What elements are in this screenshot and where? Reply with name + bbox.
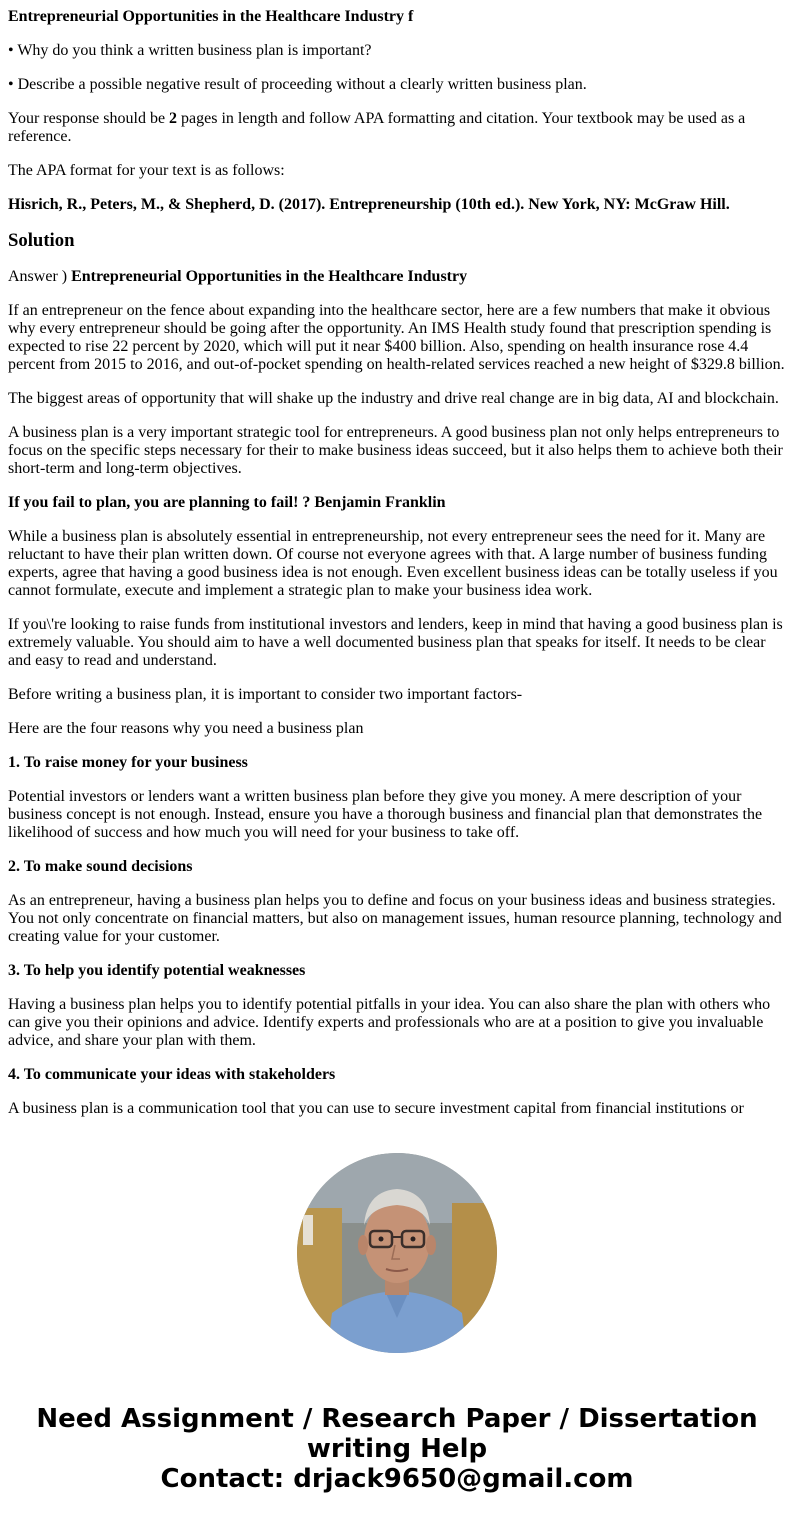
length-requirement <box>8 110 788 146</box>
reason-1-heading: 1. To raise money for your business <box>8 754 248 771</box>
author-avatar <box>297 1153 497 1353</box>
franklin-quote: If you fail to plan, you are planning to fail! ? Benjamin Franklin <box>8 494 446 511</box>
question-bullet-1: • Why do you think a written business plan is important? <box>8 42 372 59</box>
answer-line <box>8 268 788 286</box>
reason-2-body: As an entrepreneur, having a business plan helps you to define and focus on your business ideas and business strategies. You not only concentrate on financial matters, but also on management issues, human resource planning, technology and creating value for your customer. <box>8 892 782 945</box>
apa-intro: The APA format for your text is as follows: <box>8 162 285 179</box>
question-bullet-2: • Describe a possible negative result of proceeding without a clearly written business plan. <box>8 76 587 93</box>
reason-4-heading: 4. To communicate your ideas with stakeholders <box>8 1066 336 1083</box>
author-portrait-illustration <box>297 1153 497 1353</box>
length-value: 2 <box>169 110 178 127</box>
promo-line-1: Need Assignment / Research Paper / Dissertation <box>36 1404 758 1434</box>
question-title: Entrepreneurial Opportunities in the Healthcare Industry f <box>8 8 414 25</box>
answer-paragraph-4: While a business plan is absolutely essential in entrepreneurship, not every entrepreneur sees the need for it. Many are reluctant to have their plan written down. Of course not everyone agrees with that. A large number of business funding experts, agree that having a good business idea is not enough. Even excellent business ideas can be totally useless if you cannot formulate, execute and implement a strategic plan to make your business idea work. <box>8 528 778 599</box>
reason-4-body: A business plan is a communication tool that you can use to secure investment capital from financial institutions or <box>8 1100 744 1117</box>
solution-heading: Solution <box>8 230 75 251</box>
promo-contact: Contact: drjack9650@gmail.com <box>160 1464 634 1494</box>
answer-prefix: Answer ) <box>8 268 72 285</box>
answer-paragraph-2: The biggest areas of opportunity that will shake up the industry and drive real change are in big data, AI and blockchain. <box>8 390 779 407</box>
answer-paragraph-6: Before writing a business plan, it is important to consider two important factors- <box>8 686 523 703</box>
length-text-before: Your response should be <box>8 110 170 127</box>
answer-paragraph-1: If an entrepreneur on the fence about expanding into the healthcare sector, here are a few numbers that make it obvious why every entrepreneur should be going after the opportunity. An IMS Health study found that prescription spending is expected to rise 22 percent by 2020, which will put it near $400 billion. Also, spending on health insurance rose 4.4 percent from 2015 to 2016, and out-of-pocket spending on health-related services reached a new height of $329.8 billion. <box>8 302 785 373</box>
reason-3-body: Having a business plan helps you to identify potential pitfalls in your idea. You can also share the plan with others who can give you their opinions and advice. Identify experts and professionals who are at a position to give you invaluable advice, and share your plan with them. <box>8 996 771 1049</box>
document-body <box>8 8 788 1134</box>
reason-2-heading: 2. To make sound decisions <box>8 858 193 875</box>
reason-3-heading: 3. To help you identify potential weaknesses <box>8 962 306 979</box>
length-text-after: pages in length and follow APA formatting and citation. Your textbook may be used as a reference. <box>8 110 746 145</box>
answer-paragraph-5: If you\'re looking to raise funds from institutional investors and lenders, keep in mind that having a good business plan is extremely valuable. You should aim to have a well documented business plan that speaks for itself. It needs to be clear and easy to read and understand. <box>8 616 783 669</box>
promo-line-2: writing Help <box>306 1434 488 1464</box>
promo-banner <box>0 1404 794 1494</box>
reason-1-body: Potential investors or lenders want a written business plan before they give you money. A mere description of your business concept is not enough. Instead, ensure you have a thorough business and financial plan that demonstrates the likelihood of success and how much you will need for your business to take off. <box>8 788 763 841</box>
answer-title: Entrepreneurial Opportunities in the Healthcare Industry <box>71 268 468 285</box>
answer-paragraph-7: Here are the four reasons why you need a business plan <box>8 720 364 737</box>
citation: Hisrich, R., Peters, M., & Shepherd, D. (2017). Entrepreneurship (10th ed.). New York, NY: McGraw Hill. <box>8 196 730 213</box>
answer-paragraph-3: A business plan is a very important strategic tool for entrepreneurs. A good business plan not only helps entrepreneurs to focus on the specific steps necessary for their to make business ideas succeed, but it also helps them to achieve both their short-term and long-term objectives. <box>8 424 783 477</box>
